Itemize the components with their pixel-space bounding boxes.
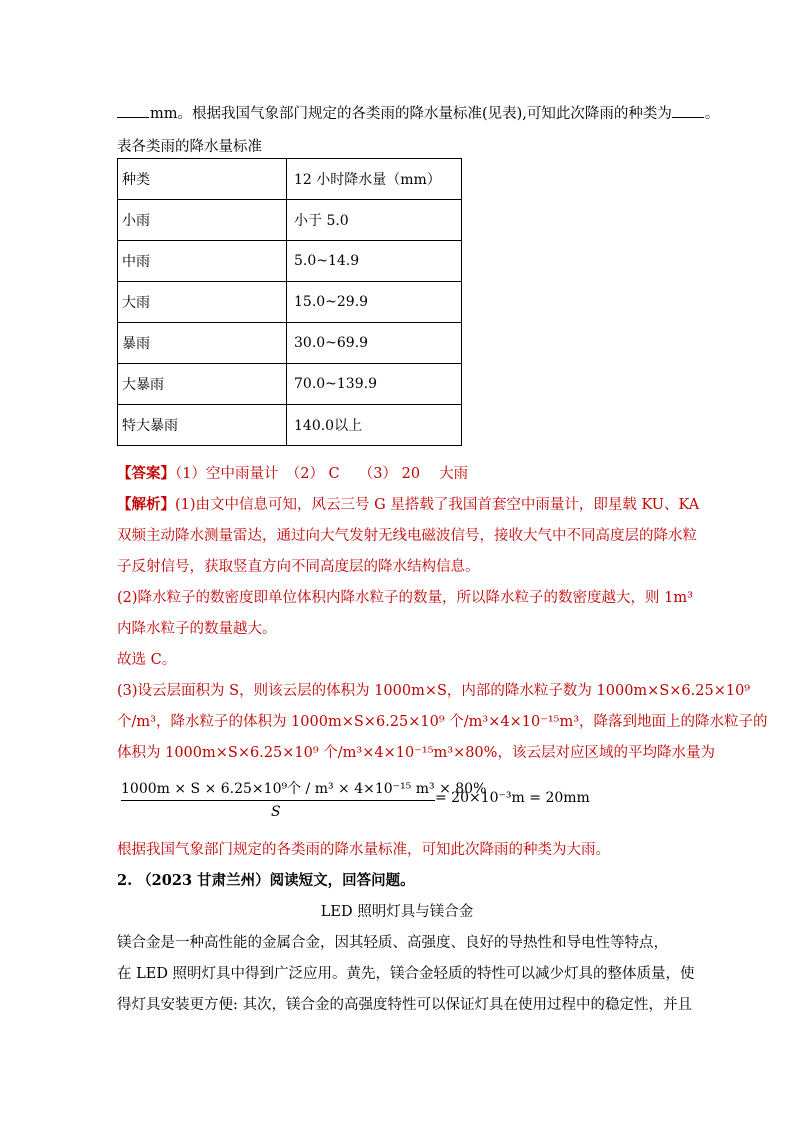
table-cell: 70.0~139.9 — [287, 364, 462, 405]
table-cell: 15.0~29.9 — [287, 282, 462, 323]
table-row — [118, 364, 462, 405]
analysis-line: 体积为 1000m×S×6.25×10⁹ 个/m³×4×10⁻¹⁵m³×80%，该云层对应区域的平均降水量为 — [117, 745, 715, 761]
analysis-line: 个/m³，降水粒子的体积为 1000m×S×6.25×10⁹ 个/m³×4×10⁻¹⁵m³，降落到地面上的降水粒子的 — [117, 714, 768, 730]
answer-blank — [672, 105, 704, 118]
table-cell: 中雨 — [118, 241, 287, 282]
analysis-label: 【解析】 — [117, 496, 175, 513]
article-title: LED 照明灯具与镁合金 — [320, 904, 474, 920]
table-cell: 小雨 — [118, 200, 287, 241]
analysis-line — [117, 493, 699, 514]
table-cell: 5.0~14.9 — [287, 241, 462, 282]
analysis-line: 故选 C。 — [117, 652, 177, 668]
table-cell: 140.0以上 — [287, 405, 462, 446]
table-row — [118, 405, 462, 446]
analysis-line: 内降水粒子的数量越大。 — [117, 621, 277, 637]
analysis-line: 子反射信号，获取竖直方向不同高度层的降水结构信息。 — [117, 559, 480, 575]
table-cell: 暴雨 — [118, 323, 287, 364]
answer-label: 【答案】 — [117, 465, 175, 482]
table-row — [118, 323, 462, 364]
analysis-text: (1)由文中信息可知，风云三号 G 星搭载了我国首套空中雨量计，即星载 KU、KA — [175, 497, 700, 513]
table-cell: 小于 5.0 — [287, 200, 462, 241]
answer-text: （1）空中雨量计 （2） C （3） 20 大雨 — [175, 466, 469, 482]
article-line: 得灯具安装更方便: 其次，镁合金的高强度特性可以保证灯具在使用过程中的稳定性，并且 — [117, 997, 692, 1013]
analysis-line: 双频主动降水测量雷达，通过向大气发射无线电磁波信号，接收大气中不同高度层的降水粒 — [117, 528, 697, 544]
table-row — [118, 282, 462, 323]
table-cell: 大雨 — [118, 282, 287, 323]
analysis-line: (2)降水粒子的数密度即单位体积内降水粒子的数量，所以降水粒子的数密度越大，则 1m³ — [117, 590, 693, 606]
table-caption: 表各类雨的降水量标准 — [117, 139, 262, 155]
fraction-bar — [121, 800, 435, 801]
intro-line — [117, 102, 719, 123]
answer-blank — [117, 105, 149, 118]
rain-standard-table — [117, 158, 462, 446]
table-header-cell: 12 小时降水量（mm） — [287, 159, 462, 200]
analysis-line: (3)设云层面积为 S，则该云层的体积为 1000m×S，内部的降水粒子数为 1000m×S×6.25×10⁹ — [117, 683, 751, 699]
table-header-cell: 种类 — [118, 159, 287, 200]
table-cell: 30.0~69.9 — [287, 323, 462, 364]
analysis-conclusion: 根据我国气象部门规定的各类雨的降水量标准，可知此次降雨的种类为大雨。 — [117, 842, 610, 858]
table-header-row — [118, 159, 462, 200]
answer-line — [117, 462, 468, 483]
intro-end: 。 — [704, 106, 720, 122]
table-cell: 大暴雨 — [118, 364, 287, 405]
table-row — [118, 241, 462, 282]
intro-text: mm。根据我国气象部门规定的各类雨的降水量标准(见表),可知此次降雨的种类为 — [150, 106, 672, 122]
formula-denominator: S — [271, 804, 281, 820]
article-line: 在 LED 照明灯具中得到广泛应用。黄先，镁合金轻质的特性可以减少灯具的整体质量，使 — [117, 966, 695, 982]
article-line: 镁合金是一种高性能的金属合金，因其轻质、高强度、良好的导热性和导电性等特点， — [117, 935, 668, 951]
formula-result: = 20×10⁻³m = 20mm — [435, 790, 590, 806]
table-row — [118, 200, 462, 241]
question-2-heading: 2. （2023 甘肃兰州）阅读短文，回答问题。 — [117, 872, 415, 889]
table-cell: 特大暴雨 — [118, 405, 287, 446]
formula-numerator: 1000m × S × 6.25×10⁹个 / m³ × 4×10⁻¹⁵ m³ × 80% — [121, 781, 487, 797]
